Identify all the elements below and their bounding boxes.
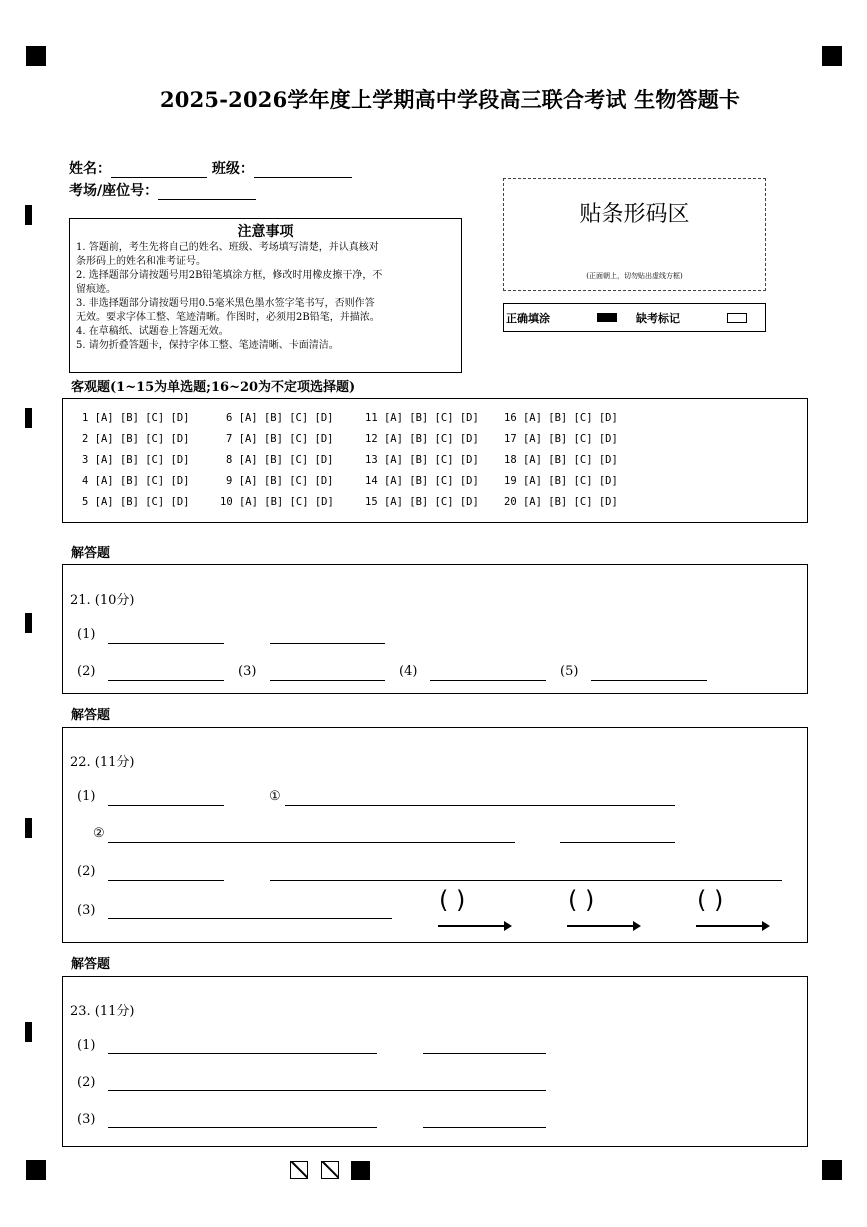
room-row bbox=[69, 180, 256, 200]
objective-box bbox=[62, 398, 808, 523]
name-row bbox=[69, 158, 352, 178]
notice-line: 3. 非选择题部分请按题号用0.5毫米黑色墨水签字笔书写，否则作答 bbox=[76, 298, 375, 309]
answer-line[interactable] bbox=[108, 1127, 377, 1128]
notice-line: 2. 选择题部分请按题号用2B铅笔填涂方框，修改时用橡皮擦干净，不 bbox=[76, 270, 383, 281]
notice-line: 5. 请勿折叠答题卡，保持字体工整、笔迹清晰、卡面清洁。 bbox=[76, 340, 339, 351]
question-option-row[interactable]: 14 [A] [B] [C] [D] bbox=[365, 475, 479, 487]
question-option-row[interactable]: 8 [A] [B] [C] [D] bbox=[226, 454, 334, 466]
notice-line: 1. 答题前，考生先将自己的姓名、班级、考场填写清楚，并认真核对 bbox=[76, 242, 379, 253]
answer-line[interactable] bbox=[423, 1127, 546, 1128]
answer-line[interactable] bbox=[591, 680, 707, 681]
question-option-row[interactable]: 5 [A] [B] [C] [D] bbox=[82, 496, 190, 508]
answer-line[interactable] bbox=[108, 880, 224, 881]
q21-label-5: (5) bbox=[560, 664, 579, 679]
barcode-hint: (正面朝上，切勿贴出虚线方框) bbox=[586, 272, 683, 280]
notice-title: 注意事项 bbox=[237, 224, 294, 240]
corner-mark-bottom-left bbox=[26, 1160, 46, 1180]
section-heading: 解答题 bbox=[71, 546, 111, 561]
room-field[interactable] bbox=[158, 185, 256, 200]
q22-label-circle-1: ① bbox=[269, 789, 281, 804]
answer-line[interactable] bbox=[108, 805, 224, 806]
page-title: 2025-2026学年度上学期高中学段高三联合考试 生物答题卡 bbox=[160, 87, 741, 112]
timing-mark bbox=[25, 1022, 32, 1042]
question-option-row[interactable]: 1 [A] [B] [C] [D] bbox=[82, 412, 190, 424]
objective-heading: 客观题(1~15为单选题;16~20为不定项选择题) bbox=[71, 380, 356, 395]
room-label: 考场/座位号： bbox=[69, 183, 159, 199]
name-label: 姓名： bbox=[69, 161, 111, 177]
notice-line: 无效。要求字体工整、笔迹清晰。作图时，必须用2B铅笔，并描浓。 bbox=[76, 312, 380, 323]
question-option-row[interactable]: 2 [A] [B] [C] [D] bbox=[82, 433, 190, 445]
class-field[interactable] bbox=[254, 163, 352, 178]
question-option-row[interactable]: 4 [A] [B] [C] [D] bbox=[82, 475, 190, 487]
q21-label-4: (4) bbox=[399, 664, 418, 679]
fill-guide bbox=[503, 303, 766, 332]
timing-mark bbox=[25, 408, 32, 428]
question-option-row[interactable]: 20 [A] [B] [C] [D] bbox=[504, 496, 618, 508]
q23-label-3: (3) bbox=[77, 1112, 96, 1127]
answer-line[interactable] bbox=[108, 643, 224, 644]
answer-line[interactable] bbox=[270, 880, 782, 881]
timing-mark bbox=[25, 613, 32, 633]
timing-mark bbox=[25, 205, 32, 225]
question-option-row[interactable]: 7 [A] [B] [C] [D] bbox=[226, 433, 334, 445]
question-option-row[interactable]: 15 [A] [B] [C] [D] bbox=[365, 496, 479, 508]
answer-line[interactable] bbox=[560, 842, 675, 843]
blank-parentheses[interactable]: ( ) bbox=[439, 886, 466, 914]
barcode-title: 贴条形码区 bbox=[579, 202, 690, 227]
question-option-row[interactable]: 12 [A] [B] [C] [D] bbox=[365, 433, 479, 445]
answer-line[interactable] bbox=[108, 1090, 546, 1091]
answer-line[interactable] bbox=[285, 805, 675, 806]
answer-line[interactable] bbox=[270, 680, 385, 681]
q21-label-2: (2) bbox=[77, 664, 96, 679]
arrow-icon bbox=[438, 925, 510, 927]
q22-label-circle-2: ② bbox=[93, 826, 105, 841]
barcode-area bbox=[503, 178, 766, 291]
q22-label-3: (3) bbox=[77, 903, 96, 918]
q22-box bbox=[62, 727, 808, 943]
q22-title: 22. (11分) bbox=[70, 755, 135, 770]
answer-line[interactable] bbox=[108, 1053, 377, 1054]
answer-line[interactable] bbox=[430, 680, 546, 681]
question-option-row[interactable]: 6 [A] [B] [C] [D] bbox=[226, 412, 334, 424]
timing-mark bbox=[25, 818, 32, 838]
page-code-crossed-box bbox=[290, 1161, 308, 1179]
blank-parentheses[interactable]: ( ) bbox=[568, 886, 595, 914]
q21-box bbox=[62, 564, 808, 694]
page-code-crossed-box bbox=[321, 1161, 339, 1179]
corner-mark-bottom-right bbox=[822, 1160, 842, 1180]
q22-label-2: (2) bbox=[77, 864, 96, 879]
corner-mark-top-right bbox=[822, 46, 842, 66]
notice-line: 留痕迹。 bbox=[76, 284, 116, 295]
notice-box bbox=[69, 218, 462, 373]
question-option-row[interactable]: 13 [A] [B] [C] [D] bbox=[365, 454, 479, 466]
question-option-row[interactable]: 10 [A] [B] [C] [D] bbox=[220, 496, 334, 508]
section-heading: 解答题 bbox=[71, 708, 111, 723]
q23-label-1: (1) bbox=[77, 1038, 96, 1053]
arrow-icon bbox=[567, 925, 639, 927]
blank-parentheses[interactable]: ( ) bbox=[697, 886, 724, 914]
question-option-row[interactable]: 17 [A] [B] [C] [D] bbox=[504, 433, 618, 445]
notice-line: 条形码上的姓名和准考证号。 bbox=[76, 256, 206, 267]
answer-line[interactable] bbox=[270, 643, 385, 644]
q22-label-1: (1) bbox=[77, 789, 96, 804]
arrow-icon bbox=[696, 925, 768, 927]
answer-line[interactable] bbox=[108, 842, 515, 843]
question-option-row[interactable]: 19 [A] [B] [C] [D] bbox=[504, 475, 618, 487]
q23-title: 23. (11分) bbox=[70, 1004, 135, 1019]
answer-line[interactable] bbox=[108, 680, 224, 681]
absent-mark-label: 缺考标记 bbox=[636, 312, 680, 325]
absent-mark-box[interactable] bbox=[727, 313, 747, 323]
q21-title: 21. (10分) bbox=[70, 593, 135, 608]
class-label: 班级： bbox=[211, 161, 254, 177]
question-option-row[interactable]: 11 [A] [B] [C] [D] bbox=[365, 412, 479, 424]
question-option-row[interactable]: 9 [A] [B] [C] [D] bbox=[226, 475, 334, 487]
question-option-row[interactable]: 16 [A] [B] [C] [D] bbox=[504, 412, 618, 424]
section-heading: 解答题 bbox=[71, 957, 111, 972]
q21-label-1: (1) bbox=[77, 627, 96, 642]
corner-mark-top-left bbox=[26, 46, 46, 66]
notice-line: 4. 在草稿纸、试题卷上答题无效。 bbox=[76, 326, 229, 337]
correct-fill-sample bbox=[597, 313, 617, 322]
question-option-row[interactable]: 18 [A] [B] [C] [D] bbox=[504, 454, 618, 466]
q21-label-3: (3) bbox=[238, 664, 257, 679]
question-option-row[interactable]: 3 [A] [B] [C] [D] bbox=[82, 454, 190, 466]
page-code-filled-box bbox=[351, 1161, 370, 1180]
answer-line[interactable] bbox=[423, 1053, 546, 1054]
q23-label-2: (2) bbox=[77, 1075, 96, 1090]
correct-fill-label: 正确填涂 bbox=[506, 312, 550, 325]
answer-line[interactable] bbox=[108, 918, 392, 919]
q23-box bbox=[62, 976, 808, 1147]
name-field[interactable] bbox=[111, 163, 207, 178]
